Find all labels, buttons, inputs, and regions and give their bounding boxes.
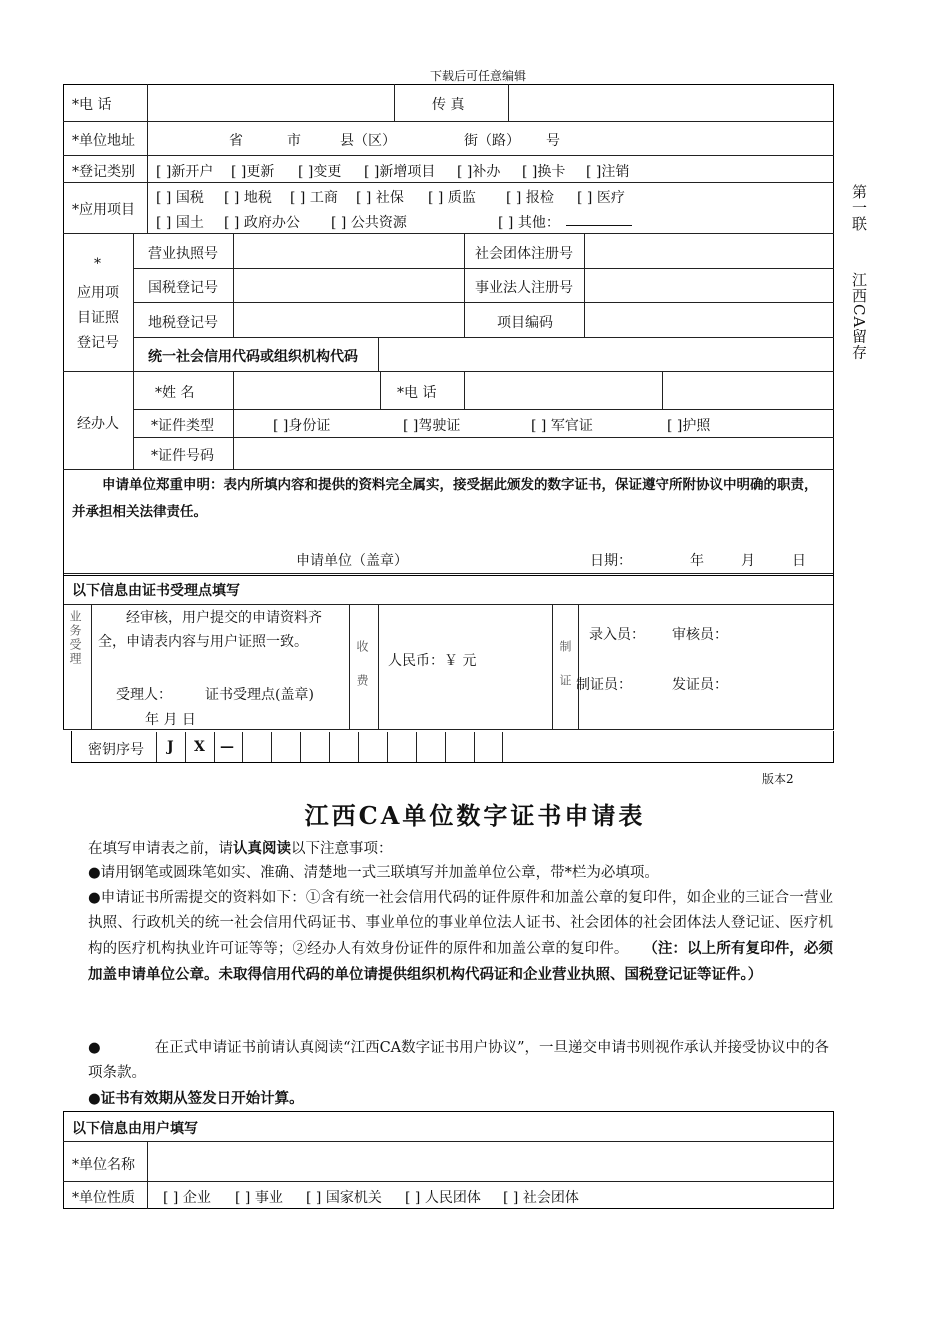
- cert-group-label-1: 应用项: [77, 285, 119, 301]
- address-street: 街（路）: [464, 133, 520, 149]
- audit-text: 经审核，用户提交的申请资料齐全，申请表内容与用户证照一致。: [98, 610, 322, 650]
- checkbox-industry-commerce[interactable]: [ ] 工商: [290, 190, 338, 206]
- checkbox-medical[interactable]: [ ] 医疗: [577, 190, 625, 206]
- address-county: 县（区）: [340, 133, 396, 149]
- note-1: ●请用钢笔或圆珠笔如实、准确、清楚地一式三联填写并加盖单位公章，带*栏为必填项。: [88, 865, 659, 881]
- public-institution-label: 事业法人注册号: [475, 280, 573, 296]
- public-institution-field[interactable]: [587, 271, 830, 300]
- checkbox-id-card[interactable]: [ ]身份证: [273, 418, 331, 434]
- checkbox-gov-office[interactable]: [ ] 政府办公: [224, 215, 300, 231]
- seal-label: 申请单位（盖章）: [296, 553, 408, 569]
- entry-clerk-label: 录入员：: [589, 627, 645, 643]
- notes-intro: 在填写申请表之前，请认真阅读以下注意事项：: [88, 840, 393, 857]
- fee-amount-label: 人民币：￥ 元: [388, 653, 477, 669]
- side-note-holder: 江西CA留存: [850, 272, 868, 361]
- national-tax-field[interactable]: [236, 271, 462, 300]
- version-label: 版本2: [762, 772, 794, 786]
- checkbox-new[interactable]: [ ]新开户: [156, 164, 214, 180]
- unit-name-label: *单位名称: [72, 1157, 135, 1173]
- key-prefix-dash: —: [220, 739, 234, 755]
- key-serial-label: 密钥序号: [88, 742, 144, 758]
- date-month: 月: [741, 553, 755, 569]
- id-type-label: *证件类型: [151, 418, 214, 434]
- declaration-text: 申请单位郑重申明：表内所填内容和提供的资料完全属实，接受据此颁发的数字证书，保证遵守所附协议中明确的职责，并承担相关法律责任。: [72, 477, 818, 520]
- project-code-label: 项目编码: [497, 315, 553, 331]
- watermark-text: 下载后可任意编辑: [430, 69, 527, 83]
- checkbox-change[interactable]: [ ]变更: [298, 164, 342, 180]
- checkbox-enterprise[interactable]: [ ] 企业: [163, 1190, 211, 1206]
- credit-code-field[interactable]: [381, 340, 830, 369]
- checkbox-land[interactable]: [ ] 国土: [156, 215, 204, 231]
- fax-field[interactable]: [512, 88, 830, 118]
- national-tax-label: 国税登记号: [148, 280, 218, 296]
- key-serial-field[interactable]: [244, 733, 501, 761]
- checkbox-add-project[interactable]: [ ]新增项目: [364, 164, 436, 180]
- social-org-field[interactable]: [587, 236, 830, 266]
- address-number: 号: [546, 133, 560, 149]
- agent-name-label: *姓 名: [155, 385, 195, 401]
- agent-phone-label: *电 话: [397, 385, 437, 401]
- office-section-header: 以下信息由证书受理点填写: [72, 583, 240, 599]
- checkbox-public-institution[interactable]: [ ] 事业: [235, 1190, 283, 1206]
- office-date: 年 月 日: [145, 712, 196, 728]
- key-prefix-x: X: [194, 739, 205, 755]
- id-number-field[interactable]: [236, 440, 830, 467]
- make-side-label: 制证: [558, 640, 572, 708]
- date-label: 日期：: [590, 553, 632, 569]
- checkbox-renew[interactable]: [ ]更新: [231, 164, 275, 180]
- agent-name-field[interactable]: [236, 374, 378, 407]
- app-items-label: *应用项目: [72, 202, 135, 218]
- phone-field[interactable]: [150, 88, 390, 118]
- checkbox-passport[interactable]: [ ]护照: [667, 418, 711, 434]
- business-license-field[interactable]: [236, 236, 462, 266]
- cert-group-label-2: 目证照: [77, 310, 119, 326]
- checkbox-card-change[interactable]: [ ]换卡: [522, 164, 566, 180]
- local-tax-label: 地税登记号: [148, 315, 218, 331]
- address-province: 省: [229, 133, 243, 149]
- social-org-label: 社会团体注册号: [475, 246, 573, 262]
- reviewer-label: 审核员：: [672, 627, 728, 643]
- audit-side-label: 业务受理: [68, 610, 82, 666]
- maker-label: 制证员：: [576, 677, 632, 693]
- fax-label: 传 真: [432, 97, 465, 113]
- checkbox-officer-id[interactable]: [ ] 军官证: [531, 418, 593, 434]
- checkbox-quality[interactable]: [ ] 质监: [428, 190, 476, 206]
- checkbox-reissue[interactable]: [ ]补办: [457, 164, 501, 180]
- checkbox-driver-license[interactable]: [ ]驾驶证: [403, 418, 461, 434]
- unit-type-label: *单位性质: [72, 1190, 135, 1206]
- checkbox-local-tax[interactable]: [ ] 地税: [224, 190, 272, 206]
- phone-label: *电 话: [72, 97, 112, 113]
- page-title: 江西CA单位数字证书申请表: [304, 801, 646, 830]
- date-year: 年: [690, 553, 704, 569]
- reg-type-label: *登记类别: [72, 164, 135, 180]
- side-note-part: 第一联: [850, 184, 868, 232]
- address-city: 市: [287, 133, 301, 149]
- other-fill-line[interactable]: [566, 225, 632, 226]
- checkbox-social-group[interactable]: [ ] 社会团体: [503, 1190, 579, 1206]
- acceptor-label: 受理人：: [116, 687, 172, 703]
- checkbox-public-resources[interactable]: [ ] 公共资源: [331, 215, 407, 231]
- credit-code-label: 统一社会信用代码或组织机构代码: [148, 349, 358, 365]
- business-license-label: 营业执照号: [148, 246, 218, 262]
- cert-group-label-3: 登记号: [77, 335, 119, 351]
- key-prefix-j: J: [167, 739, 174, 755]
- project-code-field[interactable]: [587, 305, 830, 335]
- user-section-header: 以下信息由用户填写: [72, 1121, 198, 1137]
- agent-label: 经办人: [77, 416, 119, 432]
- id-number-label: *证件号码: [151, 448, 214, 464]
- unit-name-field[interactable]: [150, 1144, 830, 1179]
- agent-phone-field[interactable]: [467, 374, 660, 407]
- checkbox-social-security[interactable]: [ ] 社保: [356, 190, 404, 206]
- note-4: ●证书有效期从签发日开始计算。: [88, 1090, 304, 1107]
- address-label: *单位地址: [72, 133, 135, 149]
- date-day: 日: [792, 553, 806, 569]
- note-3: ● 在正式申请证书前请认真阅读“江西CA数字证书用户协议”，一旦递交申请书则视作承认并接受协议中的各项条款。: [88, 1040, 830, 1081]
- checkbox-state-organ[interactable]: [ ] 国家机关: [306, 1190, 382, 1206]
- checkbox-other[interactable]: [ ] 其他：: [498, 215, 560, 231]
- local-tax-field[interactable]: [236, 305, 462, 335]
- checkbox-people-group[interactable]: [ ] 人民团体: [405, 1190, 481, 1206]
- note-2: ●申请证书所需提交的资料如下：①含有统一社会信用代码的证件原件和加盖公章的复印件，如企业的三证合一营业执照、行政机关的统一社会信用代码证书、事业单位的事业单位法人证书、社会团体的社会团体法人登记证、医疗机构的医疗机构执业许可证等等；②经办人有效身份证件的原件和加盖公章的复印件。 （注：以上所有复印件，必须加盖申请单位公章。未取得信用代码的单位请提供组织机构代码证和企业营业执照、国税登记证等证件。）: [88, 890, 834, 983]
- checkbox-national-tax[interactable]: [ ] 国税: [156, 190, 204, 206]
- fee-side-label: 收费: [355, 640, 369, 708]
- required-star: *: [94, 256, 101, 272]
- checkbox-inspection[interactable]: [ ] 报检: [506, 190, 554, 206]
- checkbox-cancel[interactable]: [ ]注销: [586, 164, 630, 180]
- office-seal-label: 证书受理点(盖章): [205, 687, 314, 703]
- issuer-label: 发证员：: [672, 677, 728, 693]
